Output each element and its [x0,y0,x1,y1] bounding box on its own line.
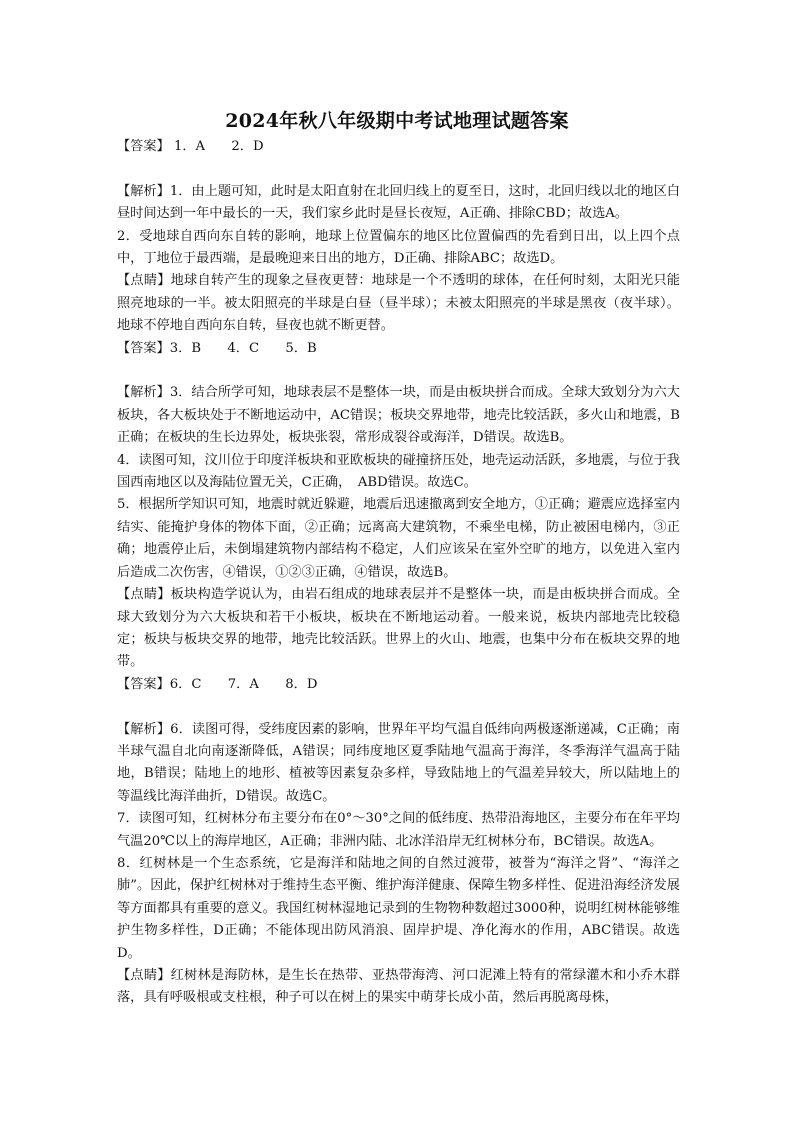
paragraph-analysis-4: 4．读图可知，汶川位于印度洋板块和亚欧板块的碰撞挤压处，地壳运动活跃，多地震，与位于我国西南地区以及海陆位置无关，C正确， ABD错误。故选C。 [117,452,680,491]
paragraph-analysis-5: 5．根据所学知识可知，地震时就近躲避，地震后迅速撤离到安全地方，①正确；避震应选择室内结实、能掩护身体的物体下面，②正确；远离高大建筑物，不乘坐电梯，防止被困电梯内，③正确；地震停止后，未倒塌建筑物内部结构不稳定，人们应该呆在室外空旷的地方，以免进入室内后造成二次伤害，④错误，①②③正确，④错误，故选B。 [117,497,680,580]
paragraph-note-1: 【点睛】地球自转产生的现象之昼夜更替：地球是一个不透明的球体，在任何时刻，太阳光只能照亮地球的一半。被太阳照亮的半球是白昼（昼半球）；未被太阳照亮的半球是黑夜（夜半球）。地球不停地自西向东自转，昼夜也就不断更替。 [117,273,680,334]
blank-line [117,696,680,718]
paragraph-analysis-3: 【解析】3．结合所学可知，地球表层不是整体一块，而是由板块拼合而成。全球大致划分为六大板块，各大板块处于不断地运动中，AC错误；板块交界地带，地壳比较活跃，多火山和地震，B正确；在板块的生长边界处，板块张裂，常形成裂谷或海洋，D错误。故选B。 [117,385,680,446]
paragraph-answer-3-5: 【答案】3．B 4．C 5．B [117,340,317,356]
paragraph-answer-6-8: 【答案】6．C 7．A 8．D [117,676,318,692]
paragraph-analysis-8: 8．红树林是一个生态系统，它是海洋和陆地之间的自然过渡带，被誉为“海洋之肾”、“海洋之肺”。因此，保护红树林对于维持生态平衡、维护海洋健康、保障生物多样性、促进沿海经济发展等方面都具有重要的意义。我国红树林湿地记录到的生物物种数超过3000种，说明红树林能够维护生物多样性，D正确；不能体现出防风消浪、固岸护堤、净化海水的作用，ABC错误。故选D。 [117,855,680,961]
document-body [117,136,680,1010]
paragraph-analysis-1: 【解析】1．由上题可知，此时是太阳直射在北回归线上的夏至日，这时，北回归线以北的地区白昼时间达到一年中最长的一天，我们家乡此时是昼长夜短，A正确、排除CBD；故选A。 [117,183,680,222]
paragraph-analysis-2: 2．受地球自西向东自转的影响，地球上位置偏东的地区比位置偏西的先看到日出，以上四个点中，丁地位于最西端，是最晚迎来日出的地方，D正确、排除ABC；故选D。 [117,228,680,267]
paragraph-answer-1-2: 【答案】 1．A 2．D [117,139,264,154]
paragraph-note-2: 【点睛】板块构造学说认为，由岩石组成的地球表层并不是整体一块，而是由板块拼合而成。全球大致划分为六大板块和若干小板块，板块在不断地运动着。一般来说，板块内部地壳比较稳定；板块与板块交界的地带，地壳比较活跃。世界上的火山、地震，也集中分布在板块交界的地带。 [117,587,680,670]
paragraph-analysis-6: 【解析】6．读图可得，受纬度因素的影响，世界年平均气温自低纬向两极逐渐递减，C正确；南半球气温自北向南逐渐降低，A错误；同纬度地区夏季陆地气温高于海洋，冬季海洋气温高于陆地，B错误；陆地上的地形、植被等因素复杂多样，导致陆地上的气温差异较大，所以陆地上的等温线比海洋曲折，D错误。故选C。 [117,721,680,804]
document-title: 2024年秋八年级期中考试地理试题答案 [225,110,569,132]
blank-line [117,158,680,180]
blank-line [117,360,680,382]
paragraph-note-3: 【点睛】红树林是海防林，是生长在热带、亚热带海湾、河口泥滩上特有的常绿灌木和小乔木群落，具有呼吸根或支柱根，种子可以在树上的果实中萌芽长成小苗，然后再脱离母株， [117,967,680,1006]
paragraph-analysis-7: 7．读图可知，红树林分布主要分布在0°～30°之间的低纬度、热带沿海地区，主要分布在年平均气温20℃以上的海岸地区，A正确；非洲内陆、北冰洋沿岸无红树林分布，BC错误。故选A。 [117,811,680,849]
